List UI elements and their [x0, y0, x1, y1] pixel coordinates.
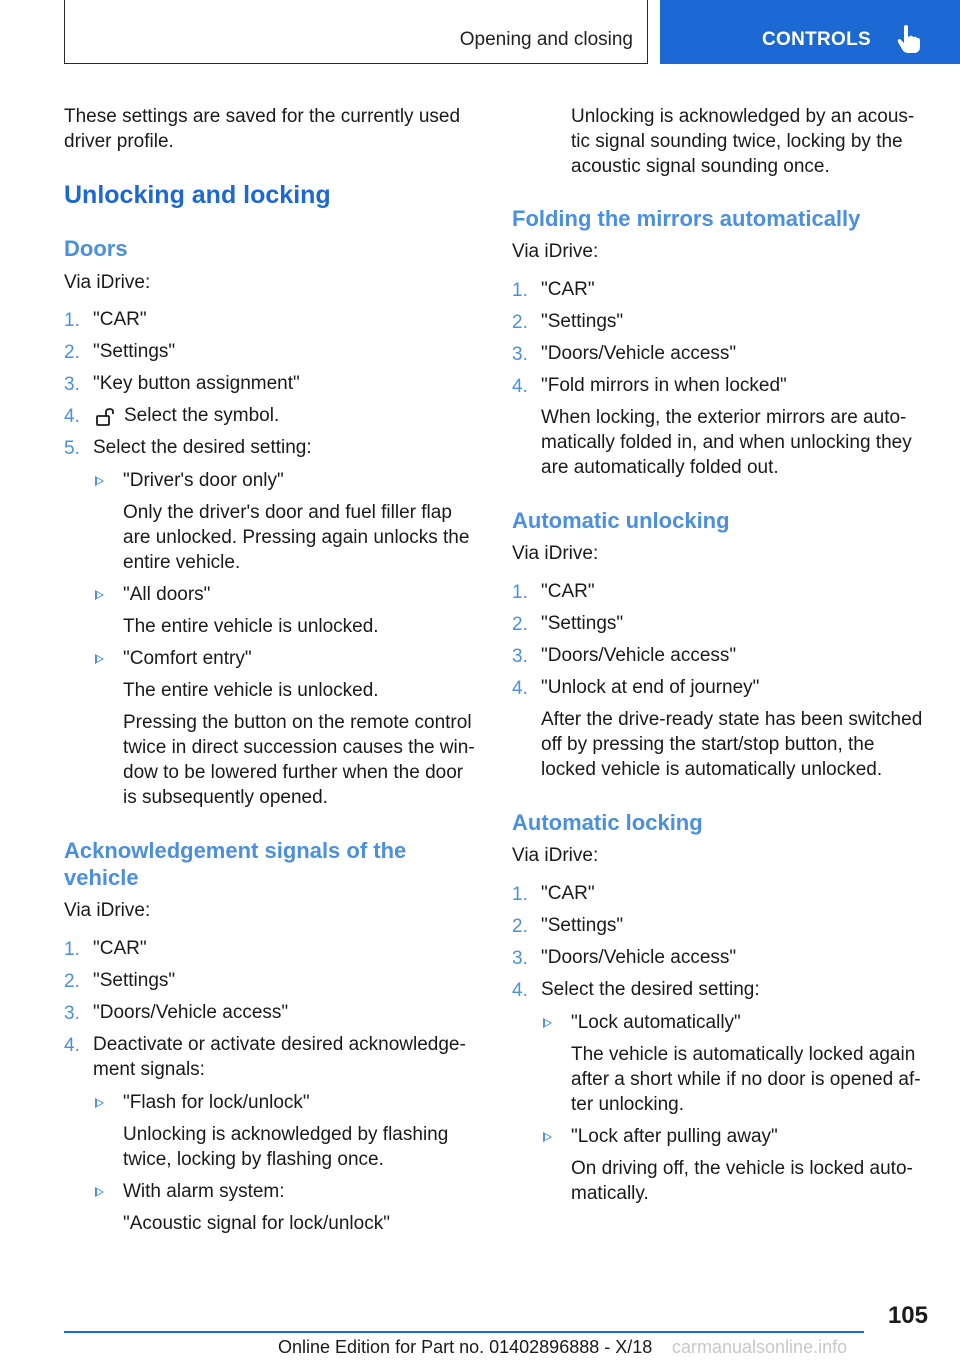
unlock-icon	[94, 408, 116, 426]
intro-line: driver profile.	[64, 131, 174, 152]
step-desc: After the drive-ready state has been switched	[541, 709, 923, 730]
step-text: "Doors/Vehicle access"	[541, 645, 737, 666]
option-desc: The vehicle is automatically locked again	[571, 1044, 916, 1065]
step-number: 1.	[512, 280, 528, 301]
step-text: "Settings"	[541, 915, 624, 936]
step-text: "Unlock at end of journey"	[541, 677, 760, 698]
step-text: Deactivate or activate desired acknowledge-	[93, 1034, 466, 1055]
bullet-triangle-icon	[95, 590, 104, 600]
step-text: "Fold mirrors in when locked"	[541, 375, 787, 396]
bullet-triangle-icon	[95, 476, 104, 486]
footer-edition: Online Edition for Part no. 01402896888 - X/18	[278, 1337, 653, 1357]
watermark: carmanualsonline.info	[672, 1337, 848, 1357]
step-number: 3.	[64, 1003, 80, 1024]
step-text: "CAR"	[93, 938, 147, 959]
option-title: "Comfort entry"	[123, 648, 252, 669]
option-desc: "Acoustic signal for lock/unlock"	[123, 1213, 390, 1234]
ack-continued: Unlocking is acknowledged by an acous-	[571, 106, 915, 127]
step-text: "CAR"	[541, 581, 595, 602]
step-number: 4.	[512, 376, 528, 397]
ack-continued: tic signal sounding twice, locking by the	[571, 131, 903, 152]
option-desc: twice in direct succession causes the win-	[123, 737, 475, 758]
step-number: 1.	[512, 884, 528, 905]
step-text: "Settings"	[541, 613, 624, 634]
step-number: 4.	[64, 1035, 80, 1056]
step-number: 4.	[512, 678, 528, 699]
ack-continued: acoustic signal sounding once.	[571, 156, 830, 177]
header-chapter-tab	[660, 0, 960, 64]
step-desc: matically folded in, and when unlocking they	[541, 432, 912, 453]
option-desc: is subsequently opened.	[123, 787, 328, 808]
option-desc: after a short while if no door is opened af-	[571, 1069, 921, 1090]
step-text: "Doors/Vehicle access"	[93, 1002, 289, 1023]
via-idrive: Via iDrive:	[64, 272, 151, 293]
via-idrive: Via iDrive:	[64, 900, 151, 921]
step-number: 2.	[512, 614, 528, 635]
step-text: "Settings"	[93, 970, 176, 991]
option-desc: Pressing the button on the remote control	[123, 712, 472, 733]
step-text: "CAR"	[541, 279, 595, 300]
step-number: 3.	[64, 374, 80, 395]
option-desc: twice, locking by flashing once.	[123, 1149, 384, 1170]
step-number: 4.	[512, 980, 528, 1001]
step-text: "Key button assignment"	[93, 373, 300, 394]
step-text: "Doors/Vehicle access"	[541, 343, 737, 364]
step-number: 5.	[64, 438, 80, 459]
option-desc: The entire vehicle is unlocked.	[123, 616, 379, 637]
step-number: 1.	[512, 582, 528, 603]
step-text: "Settings"	[93, 341, 176, 362]
option-title: "Driver's door only"	[123, 470, 284, 491]
option-desc: ter unlocking.	[571, 1094, 685, 1115]
step-number: 2.	[512, 916, 528, 937]
bullet-triangle-icon	[95, 1098, 104, 1108]
step-desc: off by pressing the start/stop button, the	[541, 734, 875, 755]
step-text: "Settings"	[541, 311, 624, 332]
step-text: Select the desired setting:	[93, 437, 312, 458]
via-idrive: Via iDrive:	[512, 543, 599, 564]
step-number: 2.	[64, 342, 80, 363]
step-number: 4.	[64, 406, 80, 427]
step-desc: are automatically folded out.	[541, 457, 779, 478]
step-number: 1.	[64, 939, 80, 960]
via-idrive: Via iDrive:	[512, 845, 599, 866]
step-number: 2.	[512, 312, 528, 333]
heading-acknowledgement: vehicle	[64, 865, 139, 890]
heading-automatic-locking: Automatic locking	[512, 810, 703, 835]
header-section-tab	[64, 0, 648, 64]
step-text: "Doors/Vehicle access"	[541, 947, 737, 968]
step-desc: locked vehicle is automatically unlocked.	[541, 759, 883, 780]
option-desc: On driving off, the vehicle is locked auto-	[571, 1158, 913, 1179]
heading-doors: Doors	[64, 236, 128, 261]
option-desc: matically.	[571, 1183, 649, 1204]
step-number: 3.	[512, 344, 528, 365]
option-title: "All doors"	[123, 584, 211, 605]
step-number: 3.	[512, 948, 528, 969]
step-text: "CAR"	[93, 309, 147, 330]
footer-divider	[64, 1331, 864, 1333]
step-text: Select the desired setting:	[541, 979, 760, 1000]
option-desc: are unlocked. Pressing again unlocks the	[123, 527, 470, 548]
step-number: 2.	[64, 971, 80, 992]
heading-folding-mirrors: Folding the mirrors automatically	[512, 206, 861, 231]
via-idrive: Via iDrive:	[512, 241, 599, 262]
bullet-triangle-icon	[543, 1132, 552, 1142]
intro-line: These settings are saved for the currently used	[64, 106, 461, 127]
option-title: "Flash for lock/unlock"	[123, 1092, 310, 1113]
option-desc: The entire vehicle is unlocked.	[123, 680, 379, 701]
option-desc: entire vehicle.	[123, 552, 241, 573]
option-desc: dow to be lowered further when the door	[123, 762, 464, 783]
page-number: 105	[887, 1302, 928, 1329]
step-desc: When locking, the exterior mirrors are auto-	[541, 407, 907, 428]
heading-acknowledgement: Acknowledgement signals of the	[64, 838, 407, 863]
section-title: Opening and closing	[459, 29, 633, 50]
bullet-triangle-icon	[95, 1187, 104, 1197]
option-title: With alarm system:	[123, 1181, 285, 1202]
heading-unlocking-locking: Unlocking and locking	[64, 181, 331, 209]
pointing-hand-icon	[896, 24, 922, 54]
step-text: "CAR"	[541, 883, 595, 904]
chapter-title: CONTROLS	[762, 29, 872, 50]
option-title: "Lock after pulling away"	[571, 1126, 778, 1147]
option-desc: Only the driver's door and fuel filler flap	[123, 502, 452, 523]
step-text: Select the symbol.	[124, 405, 280, 426]
bullet-triangle-icon	[543, 1018, 552, 1028]
step-number: 3.	[512, 646, 528, 667]
option-title: "Lock automatically"	[571, 1012, 741, 1033]
step-number: 1.	[64, 310, 80, 331]
bullet-triangle-icon	[95, 654, 104, 664]
step-text: ment signals:	[93, 1059, 205, 1080]
heading-automatic-unlocking: Automatic unlocking	[512, 508, 730, 533]
option-desc: Unlocking is acknowledged by flashing	[123, 1124, 449, 1145]
